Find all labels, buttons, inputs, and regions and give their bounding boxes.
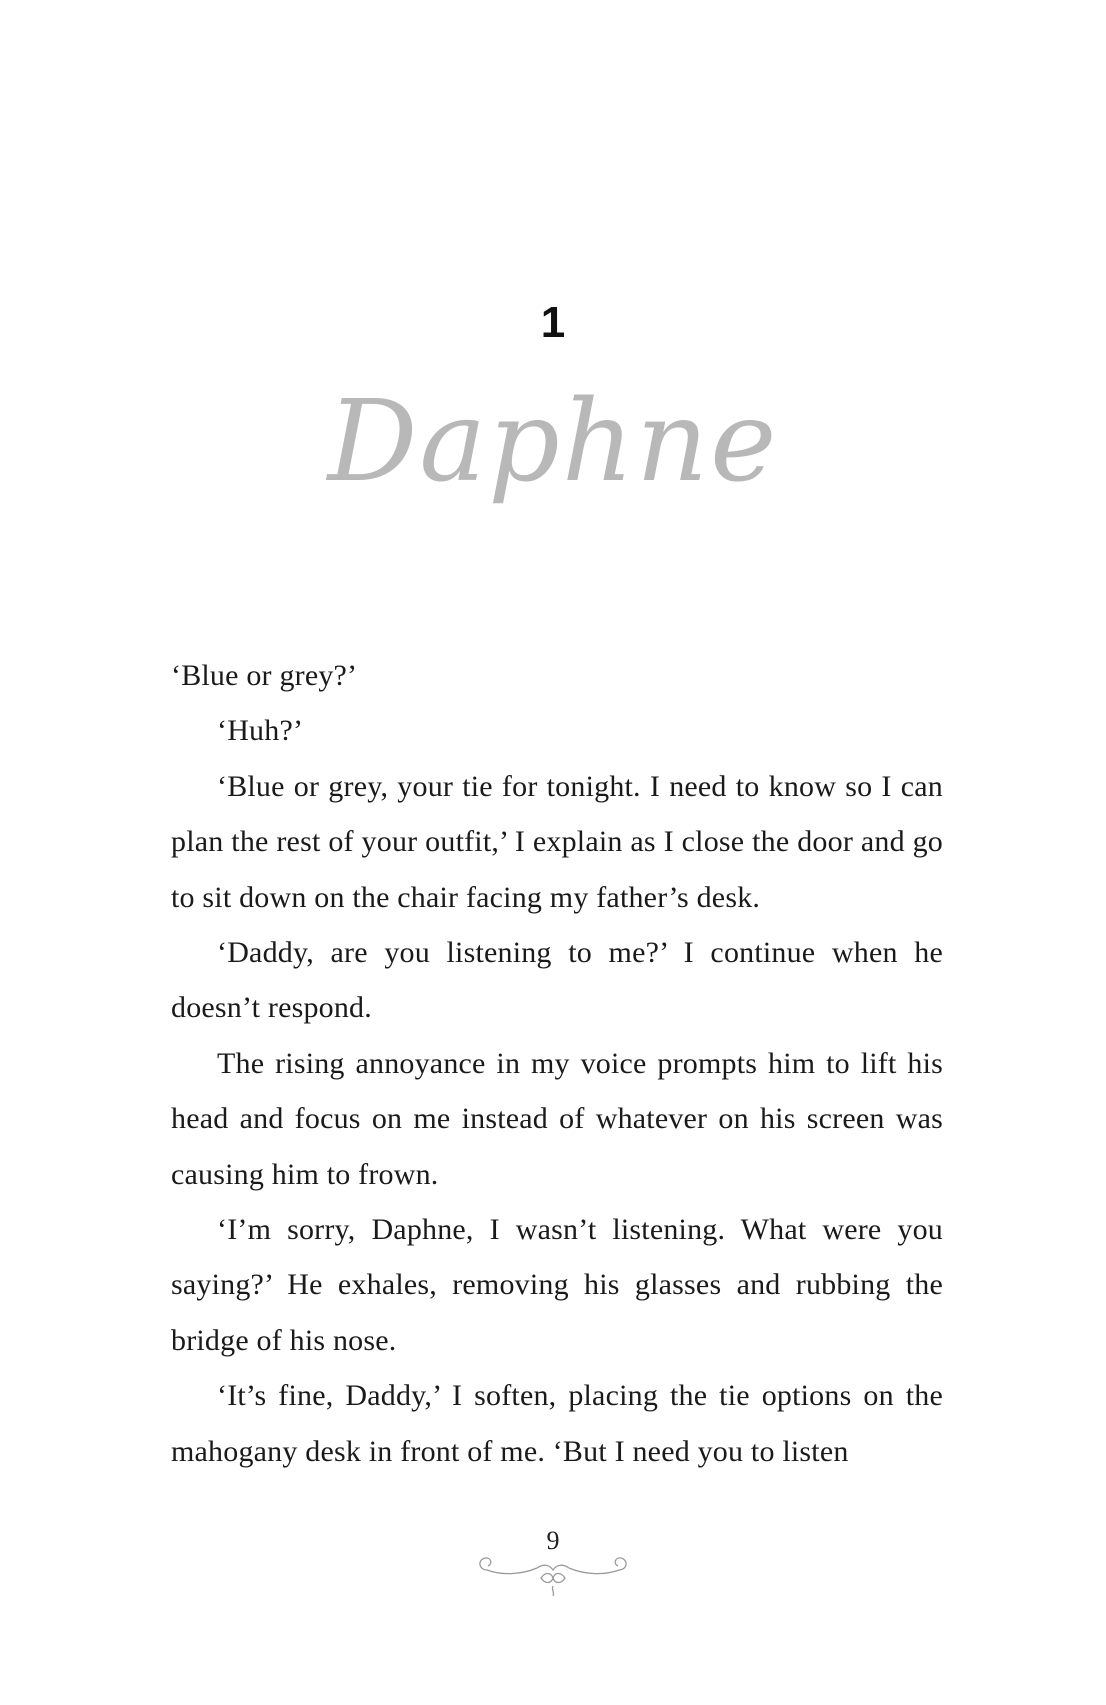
paragraph: ‘Blue or grey?’ (171, 659, 358, 692)
paragraph: ‘Blue or grey, your tie for tonight. I need to know so I can plan the rest of your outfit,’ I explain as I close the door and go to sit down on the chair facing my father’s desk. (171, 769, 943, 914)
paragraph: ‘I’m sorry, Daphne, I wasn’t listening. What were you saying?’ He exhales, removing his glasses and rubbing the bridge of his nose. (171, 1213, 943, 1357)
paragraph: ‘It’s fine, Daddy,’ I soften, placing the tie options on the mahogany desk in front of me. ‘But I need you to listen (171, 1379, 943, 1468)
paragraph: ‘Daddy, are you listening to me?’ I continue when he doesn’t respond. (171, 936, 943, 1025)
paragraph: ‘Huh?’ (217, 714, 304, 748)
chapter-number: 1 (540, 298, 566, 347)
page-footer (0, 1526, 1106, 1602)
paragraph: The rising annoyance in my voice prompts him to lift his head and focus on me instead of whatever on his screen was causing him to frown. (171, 1046, 943, 1191)
chapter-title: Daphne (327, 377, 779, 507)
chapter-body (171, 648, 943, 1479)
page-number: 9 (546, 1526, 560, 1555)
